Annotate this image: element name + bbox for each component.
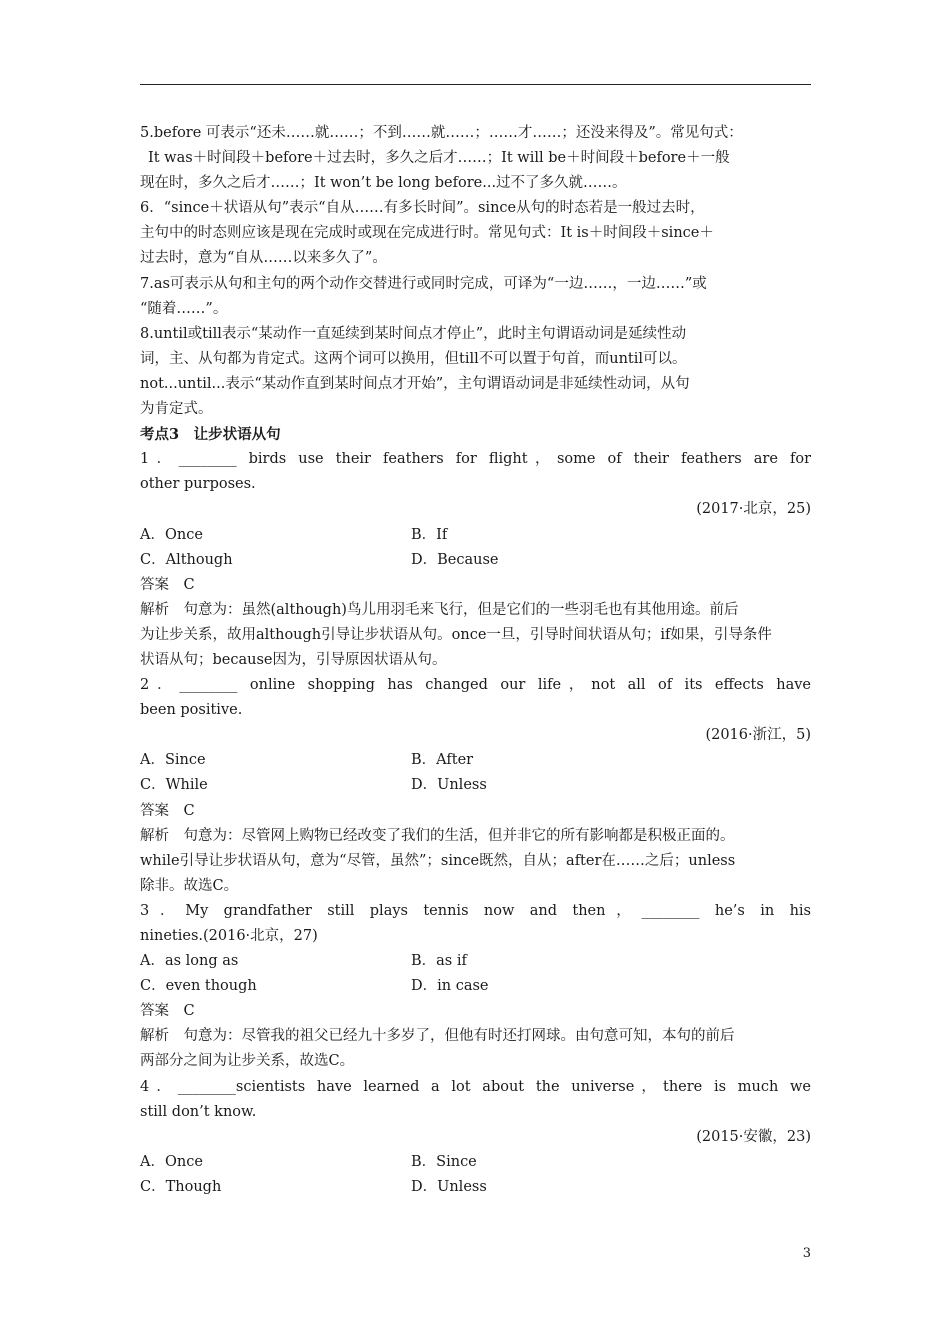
option: C．even though [140, 978, 257, 995]
option: D．Because [411, 551, 499, 568]
body-line: 主句中的时态则应该是现在完成时或现在完成进行时。常见句式：It is＋时间段＋since＋ [140, 225, 714, 242]
question-stem: still don’t know. [140, 1103, 257, 1120]
analysis-line: 解析 句意为：虽然(although)鸟儿用羽毛来飞行，但是它们的一些羽毛也有其他用途。前后 [140, 601, 739, 618]
option: D．in case [411, 978, 489, 995]
analysis-line: while引导让步状语从句，意为“尽管，虽然”；since既然，自从；after在……之后；unless [140, 852, 736, 869]
option: C．While [140, 777, 208, 794]
body-line: not...until...表示“某动作直到某时间点才开始”，主句谓语动词是非延续性动词，从句 [140, 375, 690, 392]
document-body [140, 121, 811, 1200]
option-row [140, 748, 811, 773]
option-row [140, 548, 811, 573]
body-line: “随着……”。 [140, 300, 228, 317]
body-line: 现在时，多久之后才……；It won’t be long before...过不了多久就……。 [140, 175, 627, 192]
question-stem: been positive. [140, 702, 243, 719]
section-heading: 考点3 让步状语从句 [140, 426, 281, 444]
option: C．Though [140, 1178, 222, 1195]
option-row [140, 523, 811, 548]
option: B．If [411, 526, 448, 543]
answer: 答案 C [140, 802, 195, 819]
answer: 答案 C [140, 1003, 195, 1020]
question-stem: other purposes. [140, 476, 256, 493]
question-stem: 2．________ online shopping has changed our life，not all of its effects have [140, 677, 811, 694]
option: A．as long as [140, 953, 239, 970]
analysis-line: 状语从句；because因为，引导原因状语从句。 [140, 651, 447, 668]
option: D．Unless [411, 1178, 487, 1195]
option: C．Although [140, 551, 233, 568]
question-source: (2017·北京，25) [696, 501, 811, 518]
body-line: 5.before 可表示“还未……就……；不到……就……；……才……；还没来得及”。常见句式： [140, 125, 743, 141]
body-line: 7.as可表示从句和主句的两个动作交替进行或同时完成，可译为“一边……，一边……”或 [140, 275, 707, 292]
body-line: 为肯定式。 [140, 401, 213, 418]
option: B．as if [411, 953, 467, 970]
option-row [140, 974, 811, 999]
question-source: (2015·安徽，23) [696, 1128, 811, 1145]
analysis-line: 解析 句意为：尽管我的祖父已经九十多岁了，但他有时还打网球。由句意可知，本句的前后 [140, 1028, 735, 1045]
body-line: It was＋时间段＋before＋过去时，多久之后才……；It will be＋时间段＋before＋一般 [148, 150, 730, 167]
option: B．Since [411, 1153, 477, 1170]
option: A．Once [140, 526, 203, 543]
answer: 答案 C [140, 576, 195, 593]
analysis-line: 除非。故选C。 [140, 877, 239, 894]
analysis-line: 为让步关系，故用although引导让步状语从句。once一旦，引导时间状语从句；if如果，引导条件 [140, 626, 772, 643]
option: A．Once [140, 1153, 203, 1170]
header-rule [140, 84, 811, 85]
option-row [140, 1175, 811, 1200]
question-source: (2016·浙江，5) [705, 727, 811, 744]
page-number: 3 [802, 1246, 811, 1261]
question-stem: 4．________scientists have learned a lot about the universe，there is much we [140, 1078, 811, 1095]
question-stem: 3．My grandfather still plays tennis now and then，________ he’s in his [140, 902, 811, 919]
question-stem: 1．________ birds use their feathers for flight，some of their feathers are for [140, 451, 811, 468]
body-line: 8.until或till表示“某动作一直延续到某时间点才停止”，此时主句谓语动词是延续性动 [140, 325, 687, 342]
option: B．After [411, 752, 474, 769]
option: D．Unless [411, 777, 487, 794]
option: A．Since [140, 752, 206, 769]
option-row [140, 949, 811, 974]
body-line: 6．“since＋状语从句”表示“自从……有多长时间”。since从句的时态若是一般过去时， [140, 200, 705, 217]
option-row [140, 1150, 811, 1175]
option-row [140, 773, 811, 798]
body-line: 词，主、从句都为肯定式。这两个词可以换用，但till不可以置于句首，而until可以。 [140, 350, 687, 367]
analysis-line: 解析 句意为：尽管网上购物已经改变了我们的生活，但并非它的所有影响都是积极正面的。 [140, 827, 735, 844]
analysis-line: 两部分之间为让步关系，故选C。 [140, 1053, 355, 1070]
question-stem: nineties.(2016·北京，27) [140, 928, 318, 944]
body-line: 过去时，意为“自从……以来多久了”。 [140, 250, 387, 267]
